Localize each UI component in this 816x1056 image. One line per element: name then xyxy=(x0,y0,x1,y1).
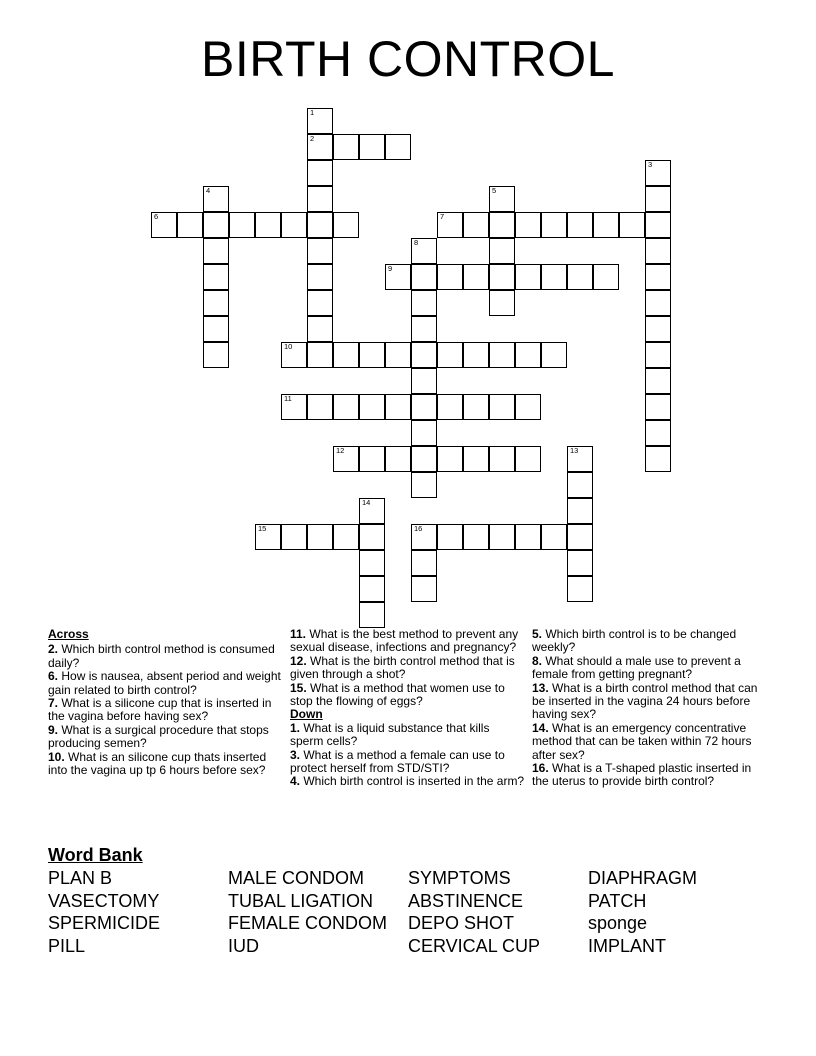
clue-text: Which birth control method is consumed daily? xyxy=(48,642,275,670)
clues-column-2 xyxy=(290,628,525,789)
crossword-cell[interactable] xyxy=(411,472,437,498)
crossword-cell[interactable] xyxy=(151,212,177,238)
crossword-cell[interactable] xyxy=(515,394,541,420)
crossword-cell[interactable] xyxy=(281,212,307,238)
clue-number: 15 xyxy=(258,524,267,533)
crossword-cell[interactable] xyxy=(567,498,593,524)
word-bank-item: ABSTINENCE xyxy=(408,890,524,911)
crossword-cell[interactable] xyxy=(411,264,437,290)
crossword-cell[interactable] xyxy=(515,212,541,238)
crossword-cell[interactable] xyxy=(411,576,437,602)
down-heading: Down xyxy=(290,707,323,722)
crossword-cell[interactable] xyxy=(463,264,489,290)
clue-number-label: 7. xyxy=(48,696,59,711)
clue-number: 4 xyxy=(206,186,211,195)
crossword-cell[interactable] xyxy=(307,342,333,368)
crossword-cell[interactable] xyxy=(281,342,307,368)
crossword-cell[interactable] xyxy=(489,342,515,368)
clue-number-label: 16. xyxy=(532,761,549,776)
clue-number-label: 14. xyxy=(532,720,549,735)
clue-text: Which birth control is inserted in the arm? xyxy=(300,774,525,789)
crossword-cell[interactable] xyxy=(203,290,229,316)
crossword-cell[interactable] xyxy=(333,212,359,238)
crossword-cell[interactable] xyxy=(203,316,229,342)
crossword-cell[interactable] xyxy=(437,524,463,550)
clue-text: What should a male use to prevent a female from getting pregnant? xyxy=(532,653,741,682)
clue-text: What is an silicone cup thats inserted into the vagina up tp 6 hours before sex? xyxy=(48,749,267,778)
crossword-cell[interactable] xyxy=(489,212,515,238)
crossword-cell[interactable] xyxy=(645,394,671,420)
crossword-cell[interactable] xyxy=(463,446,489,472)
clue-number-label: 11. xyxy=(290,627,307,641)
crossword-cell[interactable] xyxy=(307,524,333,550)
clue-text: Which birth control is to be changed weekly? xyxy=(532,627,737,655)
crossword-cell[interactable] xyxy=(619,212,645,238)
crossword-cell[interactable] xyxy=(203,238,229,264)
crossword-cell[interactable] xyxy=(437,394,463,420)
crossword-cell[interactable] xyxy=(463,212,489,238)
crossword-cell[interactable] xyxy=(411,368,437,394)
crossword-cell[interactable] xyxy=(541,212,567,238)
crossword-cell[interactable] xyxy=(645,368,671,394)
crossword-cell[interactable] xyxy=(437,342,463,368)
clue-number: 9 xyxy=(388,264,393,273)
clue-number: 11 xyxy=(284,394,292,403)
crossword-cell[interactable] xyxy=(359,342,385,368)
clue-text: What is an emergency concentrative method that can be taken within 72 hours after sex? xyxy=(532,720,752,762)
crossword-cell[interactable] xyxy=(489,264,515,290)
word-bank-item: TUBAL LIGATION xyxy=(228,890,374,911)
clue xyxy=(532,722,767,762)
clue xyxy=(290,775,525,788)
crossword-cell[interactable] xyxy=(437,264,463,290)
clue-number: 2 xyxy=(310,134,315,143)
clue xyxy=(290,722,525,749)
crossword-cell[interactable] xyxy=(307,160,333,186)
clue-text: What is a T-shaped plastic inserted in the uterus to provide birth control? xyxy=(532,761,752,789)
clue xyxy=(48,670,283,697)
clue xyxy=(532,655,767,682)
clue-number-label: 15. xyxy=(290,680,307,695)
word-bank-item: VASECTOMY xyxy=(48,890,160,911)
word-bank-item: PATCH xyxy=(588,890,647,911)
crossword-cell[interactable] xyxy=(307,108,333,134)
crossword-cell[interactable] xyxy=(645,264,671,290)
clue-number-label: 12. xyxy=(290,653,307,668)
crossword-cell[interactable] xyxy=(359,134,385,160)
crossword-cell[interactable] xyxy=(489,524,515,550)
crossword-cell[interactable] xyxy=(385,446,411,472)
clue-text: What is a surgical procedure that stops producing semen? xyxy=(48,722,269,751)
clue-number-label: 5. xyxy=(532,627,543,641)
clue-number: 6 xyxy=(154,212,159,221)
clue xyxy=(48,751,283,778)
crossword-cell[interactable] xyxy=(385,134,411,160)
crossword-cell[interactable] xyxy=(567,576,593,602)
crossword-cell[interactable] xyxy=(359,394,385,420)
crossword-cell[interactable] xyxy=(229,212,255,238)
crossword-cell[interactable] xyxy=(437,446,463,472)
crossword-cell[interactable] xyxy=(411,238,437,264)
clue-number-label: 13. xyxy=(532,680,549,695)
clues-column-1 xyxy=(48,628,283,777)
crossword-cell[interactable] xyxy=(567,550,593,576)
crossword-cell[interactable] xyxy=(411,446,437,472)
clue xyxy=(48,643,283,670)
crossword-cell[interactable] xyxy=(333,394,359,420)
crossword-cell[interactable] xyxy=(645,212,671,238)
crossword-cell[interactable] xyxy=(411,316,437,342)
clue-text: What is a method that women use to stop the flowing of eggs? xyxy=(290,680,505,709)
word-bank-item: SPERMICIDE xyxy=(48,913,161,934)
crossword-cell[interactable] xyxy=(541,524,567,550)
crossword-cell[interactable] xyxy=(489,290,515,316)
crossword-cell[interactable] xyxy=(255,212,281,238)
crossword-cell[interactable] xyxy=(593,264,619,290)
crossword-cell[interactable] xyxy=(463,342,489,368)
crossword-cell[interactable] xyxy=(515,264,541,290)
word-bank-item: IUD xyxy=(228,936,259,957)
crossword-cell[interactable] xyxy=(359,446,385,472)
clue xyxy=(290,628,525,655)
crossword-cell[interactable] xyxy=(437,212,463,238)
crossword-cell[interactable] xyxy=(515,342,541,368)
word-bank-item: PILL xyxy=(48,936,86,957)
crossword-cell[interactable] xyxy=(645,290,671,316)
crossword-cell[interactable] xyxy=(541,264,567,290)
clue-text: What is the best method to prevent any sexual disease, infections and pregnancy? xyxy=(290,627,519,655)
crossword-cell[interactable] xyxy=(645,420,671,446)
crossword-cell[interactable] xyxy=(645,342,671,368)
crossword-cell[interactable] xyxy=(203,264,229,290)
crossword-cell[interactable] xyxy=(307,212,333,238)
clue xyxy=(532,682,767,722)
crossword-cell[interactable] xyxy=(307,134,333,160)
crossword-cell[interactable] xyxy=(307,238,333,264)
crossword-cell[interactable] xyxy=(489,446,515,472)
crossword-cell[interactable] xyxy=(567,472,593,498)
word-bank-item: FEMALE CONDOM xyxy=(228,913,388,934)
clue xyxy=(48,724,283,751)
crossword-cell[interactable] xyxy=(515,524,541,550)
crossword-cell[interactable] xyxy=(307,394,333,420)
crossword-cell[interactable] xyxy=(281,524,307,550)
crossword-cell[interactable] xyxy=(411,342,437,368)
clue-number-label: 4. xyxy=(290,774,301,789)
crossword-cell[interactable] xyxy=(333,134,359,160)
crossword-cell[interactable] xyxy=(307,316,333,342)
crossword-cell[interactable] xyxy=(515,446,541,472)
clue-number: 16 xyxy=(414,524,423,533)
crossword-cell[interactable] xyxy=(411,420,437,446)
crossword-cell[interactable] xyxy=(645,446,671,472)
word-bank-item: CERVICAL CUP xyxy=(408,936,541,957)
crossword-cell[interactable] xyxy=(411,394,437,420)
word-bank-item: SYMPTOMS xyxy=(408,868,511,888)
clue-number: 1 xyxy=(310,108,315,117)
clue-number-label: 9. xyxy=(48,722,59,737)
clue-text: What is a liquid substance that kills sperm cells? xyxy=(290,720,490,749)
crossword-cell[interactable] xyxy=(359,498,385,524)
crossword-cell[interactable] xyxy=(307,186,333,212)
clue xyxy=(290,749,525,776)
clue-text: What is the birth control method that is given through a shot? xyxy=(290,653,515,682)
word-bank-item: DEPO SHOT xyxy=(408,913,515,934)
crossword-cell[interactable] xyxy=(489,238,515,264)
crossword-cell[interactable] xyxy=(541,342,567,368)
crossword-cell[interactable] xyxy=(411,550,437,576)
crossword-cell[interactable] xyxy=(359,550,385,576)
clue-number-label: 10. xyxy=(48,749,65,764)
crossword-cell[interactable] xyxy=(307,264,333,290)
crossword-cell[interactable] xyxy=(333,446,359,472)
clue xyxy=(532,762,767,789)
clue xyxy=(48,697,283,724)
crossword-cell[interactable] xyxy=(645,186,671,212)
clue-number: 5 xyxy=(492,186,497,195)
clue-text: What is a method a female can use to protect herself from STD/STI? xyxy=(290,747,505,776)
clue-number: 3 xyxy=(648,160,653,169)
clue-number: 7 xyxy=(440,212,445,221)
clue-number-label: 1. xyxy=(290,720,301,735)
crossword-cell[interactable] xyxy=(385,394,411,420)
crossword-cell[interactable] xyxy=(255,524,281,550)
crossword-cell[interactable] xyxy=(593,212,619,238)
clue xyxy=(290,655,525,682)
clue-number-label: 2. xyxy=(48,642,59,657)
crossword-cell[interactable] xyxy=(203,186,229,212)
crossword-cell[interactable] xyxy=(203,212,229,238)
crossword-cell[interactable] xyxy=(359,524,385,550)
word-bank-item: MALE CONDOM xyxy=(228,868,365,888)
crossword-cell[interactable] xyxy=(281,394,307,420)
crossword-cell[interactable] xyxy=(359,602,385,628)
clue-number: 12 xyxy=(336,446,345,455)
crossword-cell[interactable] xyxy=(489,186,515,212)
clue-text: What is a birth control method that can be inserted in the vagina 24 hours before having sex? xyxy=(532,680,758,722)
word-bank-item: DIAPHRAGM xyxy=(588,868,698,888)
crossword-cell[interactable] xyxy=(489,394,515,420)
crossword-cell[interactable] xyxy=(333,524,359,550)
word-bank-item: PLAN B xyxy=(48,868,113,888)
crossword-cell[interactable] xyxy=(567,524,593,550)
crossword-cell[interactable] xyxy=(645,238,671,264)
word-bank-item: IMPLANT xyxy=(588,936,667,957)
crossword-cell[interactable] xyxy=(411,524,437,550)
word-bank-heading: Word Bank xyxy=(48,845,143,865)
crossword-cell[interactable] xyxy=(203,342,229,368)
word-bank-item: sponge xyxy=(588,913,648,934)
clue-number: 8 xyxy=(414,238,419,247)
clues-column-3 xyxy=(532,628,767,789)
across-heading: Across xyxy=(48,627,89,641)
clue-text: How is nausea, absent period and weight gain related to birth control? xyxy=(48,669,281,697)
crossword-cell[interactable] xyxy=(463,394,489,420)
crossword-cell[interactable] xyxy=(645,316,671,342)
crossword-cell[interactable] xyxy=(385,264,411,290)
crossword-cell[interactable] xyxy=(567,212,593,238)
crossword-cell[interactable] xyxy=(411,290,437,316)
crossword-cell[interactable] xyxy=(645,160,671,186)
crossword-cell[interactable] xyxy=(463,524,489,550)
crossword-cell[interactable] xyxy=(333,342,359,368)
clue-number: 13 xyxy=(570,446,579,455)
crossword-cell[interactable] xyxy=(359,576,385,602)
clue-number: 14 xyxy=(362,498,371,507)
clue xyxy=(290,682,525,709)
clue-text: What is a silicone cup that is inserted in the vagina before having sex? xyxy=(48,696,272,724)
page-title: BIRTH CONTROL xyxy=(201,31,615,87)
crossword-cell[interactable] xyxy=(307,290,333,316)
crossword-cell[interactable] xyxy=(567,446,593,472)
clue-number: 10 xyxy=(284,342,293,351)
clue-number-label: 8. xyxy=(532,653,543,668)
clue xyxy=(532,628,767,655)
crossword-cell[interactable] xyxy=(177,212,203,238)
crossword-cell[interactable] xyxy=(567,264,593,290)
clue-number-label: 6. xyxy=(48,669,59,684)
crossword-cell[interactable] xyxy=(385,342,411,368)
clue-number-label: 3. xyxy=(290,747,301,762)
